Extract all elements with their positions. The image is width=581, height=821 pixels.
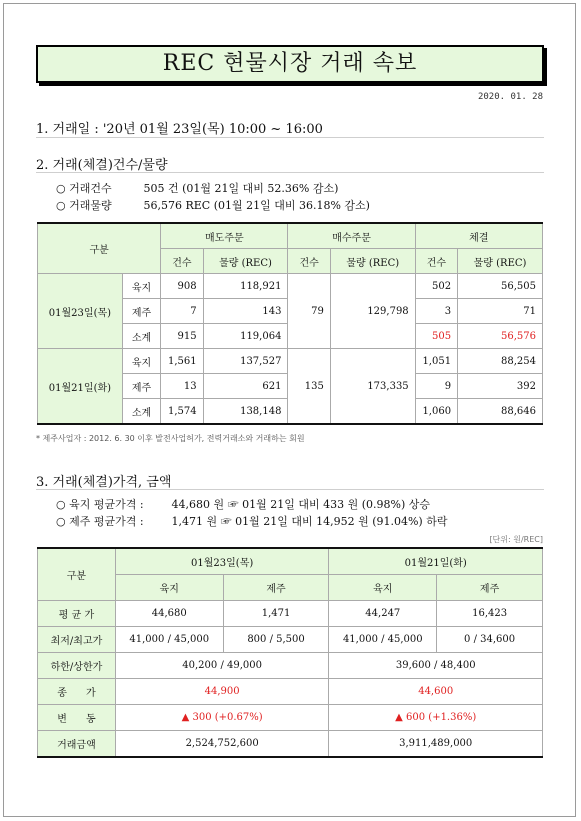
buy-count: 135 bbox=[288, 349, 330, 425]
header-buy: 매수주문 bbox=[288, 223, 415, 249]
group-date: 01월23일(목) bbox=[38, 274, 123, 349]
done-count: 3 bbox=[415, 299, 457, 324]
row-label: 평 균 가 bbox=[38, 601, 116, 627]
row-type: 소계 bbox=[122, 324, 160, 349]
row-type: 제주 bbox=[122, 374, 160, 399]
group-date: 01월21일(화) bbox=[38, 349, 123, 425]
header-count: 건수 bbox=[288, 249, 330, 274]
sell-volume: 143 bbox=[203, 299, 288, 324]
trade-count-text: 505 건 (01월 21일 대비 52.36% 감소) bbox=[143, 182, 339, 195]
header-volume: 물량 (REC) bbox=[330, 249, 415, 274]
unit-label: [단위: 원/REC] bbox=[489, 535, 543, 544]
sell-count: 1,574 bbox=[161, 399, 203, 425]
header-land: 육지 bbox=[115, 575, 223, 601]
header-category: 구분 bbox=[38, 223, 161, 274]
buy-volume: 129,798 bbox=[330, 274, 415, 349]
row-type: 육지 bbox=[122, 349, 160, 374]
sell-volume: 118,921 bbox=[203, 274, 288, 299]
header-count: 건수 bbox=[161, 249, 203, 274]
divider bbox=[36, 489, 544, 490]
table-row bbox=[38, 627, 543, 653]
done-count: 9 bbox=[415, 374, 457, 399]
row-label: 하한/상한가 bbox=[38, 653, 116, 679]
report-title: REC 현물시장 거래 속보 bbox=[36, 45, 544, 83]
value-cell: 2,524,752,600 bbox=[115, 731, 329, 758]
value-cell: 16,423 bbox=[437, 601, 543, 627]
header-category: 구분 bbox=[38, 548, 116, 601]
land-price-line bbox=[56, 496, 430, 512]
value-cell: 1,471 bbox=[223, 601, 329, 627]
jeju-price-label: ○ 제주 평균가격 : bbox=[56, 515, 144, 528]
done-volume: 56,505 bbox=[458, 274, 543, 299]
sell-volume: 119,064 bbox=[203, 324, 288, 349]
header-jeju: 제주 bbox=[437, 575, 543, 601]
table-row bbox=[38, 349, 543, 374]
sell-count: 1,561 bbox=[161, 349, 203, 374]
row-type: 육지 bbox=[122, 274, 160, 299]
done-count: 505 bbox=[415, 324, 457, 349]
header-jeju: 제주 bbox=[223, 575, 329, 601]
sell-volume: 138,148 bbox=[203, 399, 288, 425]
value-cell: ▲ 300 (+0.67%) bbox=[115, 705, 329, 731]
header-date: 01월21일(화) bbox=[329, 548, 543, 575]
row-label: 변 동 bbox=[38, 705, 116, 731]
trade-volume-text: 56,576 REC (01월 21일 대비 36.18% 감소) bbox=[143, 199, 370, 212]
value-cell: ▲ 600 (+1.36%) bbox=[329, 705, 543, 731]
done-volume: 56,576 bbox=[458, 324, 543, 349]
section2-heading: 2. 거래(체결)건수/물량 bbox=[36, 158, 168, 173]
value-cell: 44,900 bbox=[115, 679, 329, 705]
jeju-price-text: 1,471 원 ☞ 01월 21일 대비 14,952 원 (91.04%) 하락 bbox=[171, 515, 448, 528]
row-type: 제주 bbox=[122, 299, 160, 324]
table-row bbox=[38, 274, 543, 299]
value-cell: 0 / 34,600 bbox=[437, 627, 543, 653]
header-date: 01월23일(목) bbox=[115, 548, 329, 575]
volume-table bbox=[37, 222, 543, 425]
table-row bbox=[38, 679, 543, 705]
sell-volume: 621 bbox=[203, 374, 288, 399]
table-row bbox=[38, 653, 543, 679]
header-done: 체결 bbox=[415, 223, 542, 249]
done-count: 1,051 bbox=[415, 349, 457, 374]
value-cell: 41,000 / 45,000 bbox=[115, 627, 223, 653]
sell-volume: 137,527 bbox=[203, 349, 288, 374]
value-cell: 41,000 / 45,000 bbox=[329, 627, 437, 653]
section3-heading: 3. 거래(체결)가격, 금액 bbox=[36, 475, 172, 490]
table-row bbox=[38, 601, 543, 627]
table-row bbox=[38, 731, 543, 758]
land-price-text: 44,680 원 ☞ 01월 21일 대비 433 원 (0.98%) 상승 bbox=[171, 498, 430, 511]
buy-volume: 173,335 bbox=[330, 349, 415, 425]
header-sell: 매도주문 bbox=[161, 223, 288, 249]
row-label: 최저/최고가 bbox=[38, 627, 116, 653]
value-cell: 3,911,489,000 bbox=[329, 731, 543, 758]
value-cell: 44,600 bbox=[329, 679, 543, 705]
trade-count-line bbox=[56, 180, 338, 196]
divider bbox=[36, 172, 544, 173]
sell-count: 7 bbox=[161, 299, 203, 324]
done-volume: 88,646 bbox=[458, 399, 543, 425]
report-date: 2020. 01. 28 bbox=[477, 92, 543, 102]
row-label: 종 가 bbox=[38, 679, 116, 705]
trade-volume-line bbox=[56, 197, 370, 213]
section1-heading: 1. 거래일 : '20년 01월 23일(목) 10:00 ~ 16:00 bbox=[36, 122, 323, 137]
sell-count: 13 bbox=[161, 374, 203, 399]
row-type: 소계 bbox=[122, 399, 160, 425]
sell-count: 908 bbox=[161, 274, 203, 299]
table-row bbox=[38, 705, 543, 731]
trade-volume-label: ○ 거래물량 bbox=[56, 199, 112, 212]
header-land: 육지 bbox=[329, 575, 437, 601]
value-cell: 800 / 5,500 bbox=[223, 627, 329, 653]
value-cell: 40,200 / 49,000 bbox=[115, 653, 329, 679]
header-count: 건수 bbox=[415, 249, 457, 274]
done-count: 1,060 bbox=[415, 399, 457, 425]
value-cell: 39,600 / 48,400 bbox=[329, 653, 543, 679]
header-volume: 물량 (REC) bbox=[458, 249, 543, 274]
done-count: 502 bbox=[415, 274, 457, 299]
value-cell: 44,247 bbox=[329, 601, 437, 627]
done-volume: 392 bbox=[458, 374, 543, 399]
divider bbox=[36, 137, 544, 138]
land-price-label: ○ 육지 평균가격 : bbox=[56, 498, 144, 511]
footnote: * 제주사업자 : 2012. 6. 30 이후 발전사업허가, 전력거래소와 거래하는 회원 bbox=[36, 434, 305, 443]
buy-count: 79 bbox=[288, 274, 330, 349]
value-cell: 44,680 bbox=[115, 601, 223, 627]
row-label: 거래금액 bbox=[38, 731, 116, 758]
sell-count: 915 bbox=[161, 324, 203, 349]
price-table bbox=[37, 547, 543, 758]
trade-count-label: ○ 거래건수 bbox=[56, 182, 112, 195]
done-volume: 88,254 bbox=[458, 349, 543, 374]
header-volume: 물량 (REC) bbox=[203, 249, 288, 274]
jeju-price-line bbox=[56, 513, 447, 529]
done-volume: 71 bbox=[458, 299, 543, 324]
